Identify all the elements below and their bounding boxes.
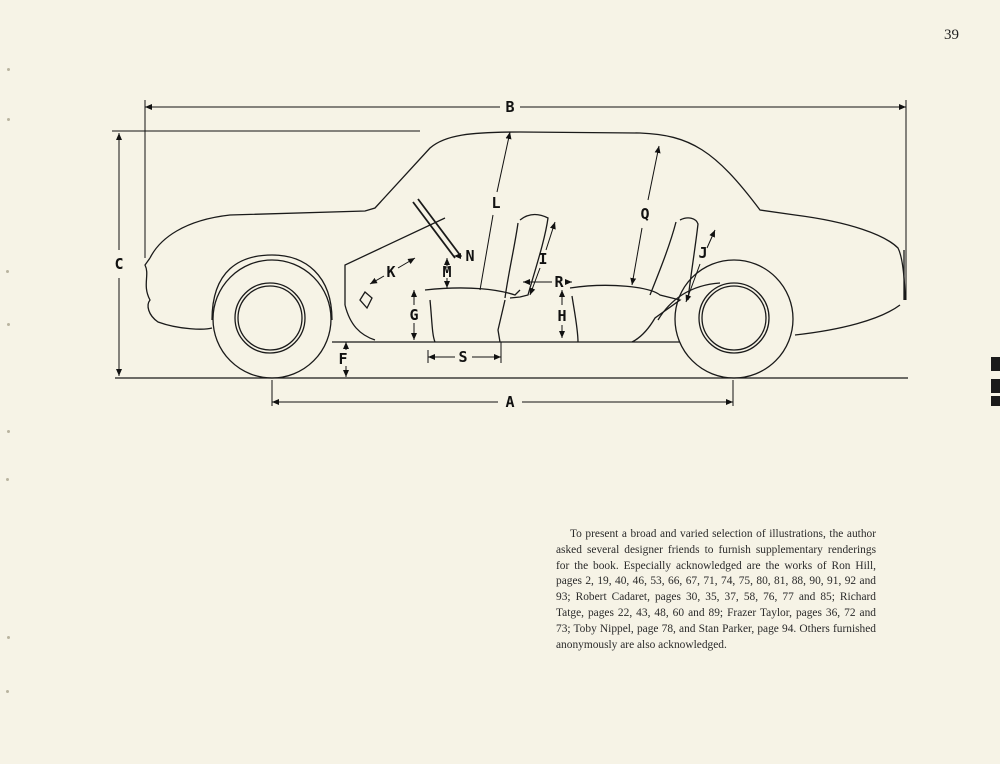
binding-speck	[7, 68, 10, 71]
label-s: S	[458, 348, 468, 366]
label-i: I	[538, 250, 548, 268]
rear-wheel-rim	[699, 283, 769, 353]
binding-speck	[6, 270, 9, 273]
edge-mark	[991, 357, 1000, 371]
label-m: M	[442, 263, 452, 281]
binding-speck	[7, 636, 10, 639]
edge-mark	[991, 396, 1000, 406]
binding-speck	[6, 478, 9, 481]
edge-mark	[991, 379, 1000, 393]
binding-speck	[7, 323, 10, 326]
label-g: G	[409, 306, 419, 324]
label-n: N	[465, 247, 475, 265]
binding-speck	[7, 430, 10, 433]
label-h: H	[557, 307, 567, 325]
label-r: R	[554, 273, 564, 291]
label-j: J	[698, 244, 708, 262]
acknowledgment-caption: To present a broad and varied selection of illustrations, the author asked several designer friends to furnish supplementary renderings for the book. Especially acknowledged are the works of Ron Hill, pages 2, 19, 40, 46, 53, 66, 67, 71, 74, 75, 80, 81, 88, 90, 91, 92 and 93; Robert Cadaret, pages 30, 35, 37, 58, 76, 77 and 85; Richard Tatge, pages 22, 43, 48, 60 and 89; Frazer Taylor, pages 36, 72 and 73; Toby Nippel, page 78, and Stan Parker, page 94. Others furnished anonymously are also acknowledged.	[556, 528, 876, 651]
label-l: L	[491, 194, 501, 212]
front-wheel	[213, 260, 331, 378]
rear-wheel	[675, 260, 793, 378]
label-f: F	[338, 350, 348, 368]
page-number: 39	[944, 27, 959, 43]
car-lower-outline	[145, 258, 212, 329]
label-c: C	[114, 255, 124, 273]
binding-speck	[6, 690, 9, 693]
label-k: K	[386, 263, 396, 281]
label-a: A	[505, 393, 515, 411]
binding-speck	[7, 118, 10, 121]
label-q: Q	[640, 205, 650, 223]
front-wheel-rim	[235, 283, 305, 353]
label-b: B	[505, 98, 515, 116]
